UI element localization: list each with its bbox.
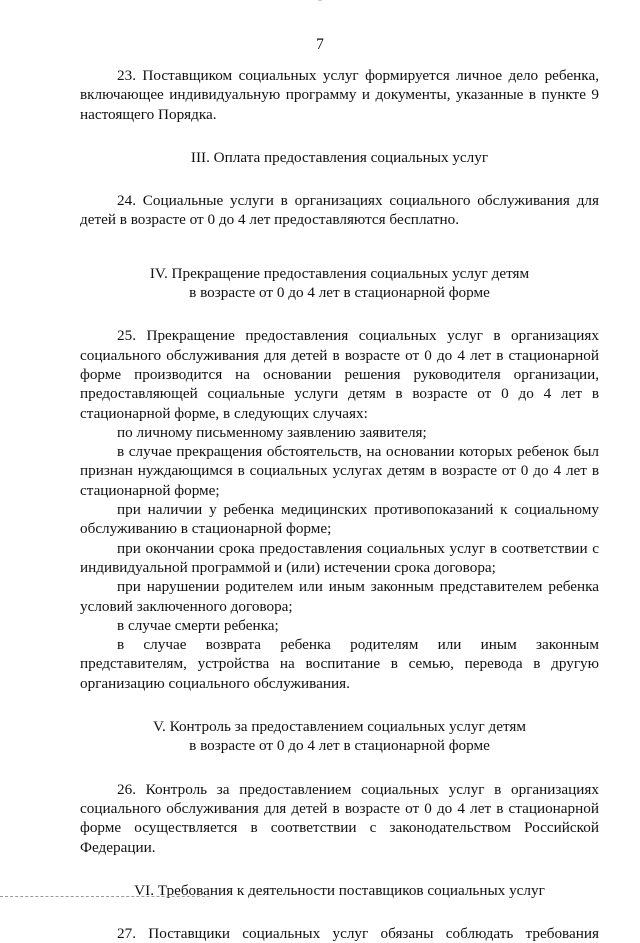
heading-line: V. Контроль за предоставлением социальных услуг детям [152, 718, 527, 736]
section-heading-iv [80, 264, 599, 303]
list-item: в случае прекращения обстоятельств, на основании которых ребенок был признан нуждающимся в социальных услугах детям в возрасте от 0 до 4 лет в стационарной форме; [80, 443, 599, 499]
heading-line: III. Оплата предоставления социальных услуг [190, 148, 489, 166]
list-item: в случае возврата ребенка родителям или иным законным представителям, устройства на воспитание в семью, перевода в другую организацию социального обслуживания. [80, 636, 599, 692]
paragraph-26: 26. Контроль за предоставлением социальных услуг в организациях социального обслуживания для детей в возрасте от 0 до 4 лет в стационарной форме осуществляется в соответствии с законодательством Российской Федерации. [80, 780, 599, 856]
heading-line: VI. Требования к деятельности поставщиков социальных услуг [134, 881, 545, 899]
paragraph-25: 25. Прекращение предоставления социальных услуг в организациях социального обслуживания для детей в возрасте от 0 до 4 лет в стационарной форме производится на основании решения руководителя организации, предоставляющей социальные услуги детям в возрасте от 0 до 4 лет в стационарной форме, в следующих случаях: [80, 327, 599, 422]
heading-line: в возрасте от 0 до 4 лет в стационарной форме [189, 737, 490, 755]
scan-mark [318, 0, 322, 1]
list-item: при нарушении родителем или иным законным представителем ребенка условий заключенного договора; [80, 578, 599, 615]
list-item: в случае смерти ребенка; [117, 616, 279, 634]
page-number: 7 [316, 36, 324, 53]
document-body [80, 66, 599, 943]
footer-divider [0, 896, 210, 897]
heading-line: IV. Прекращение предоставления социальных услуг детям [149, 264, 530, 282]
list-item: по личному письменному заявлению заявителя; [117, 423, 427, 441]
paragraph-27: 27. Поставщики социальных услуг обязаны соблюдать требования [117, 925, 599, 943]
section-heading-iii [80, 148, 599, 167]
section-heading-vi [80, 881, 599, 900]
paragraph-23: 23. Поставщиком социальных услуг формируется личное дело ребенка, включающее индивидуальную программу и документы, указанные в пункте 9 настоящего Порядка. [80, 67, 599, 123]
list-item: при окончании срока предоставления социальных услуг в соответствии с индивидуальной программой и (или) истечении срока договора; [80, 539, 599, 576]
paragraph-24: 24. Социальные услуги в организациях социального обслуживания для детей в возрасте от 0 до 4 лет предоставляются бесплатно. [80, 192, 599, 229]
section-heading-v [80, 717, 599, 756]
list-item: при наличии у ребенка медицинских противопоказаний к социальному обслуживанию в стационарной форме; [80, 501, 599, 538]
heading-line: в возрасте от 0 до 4 лет в стационарной форме [189, 284, 490, 302]
